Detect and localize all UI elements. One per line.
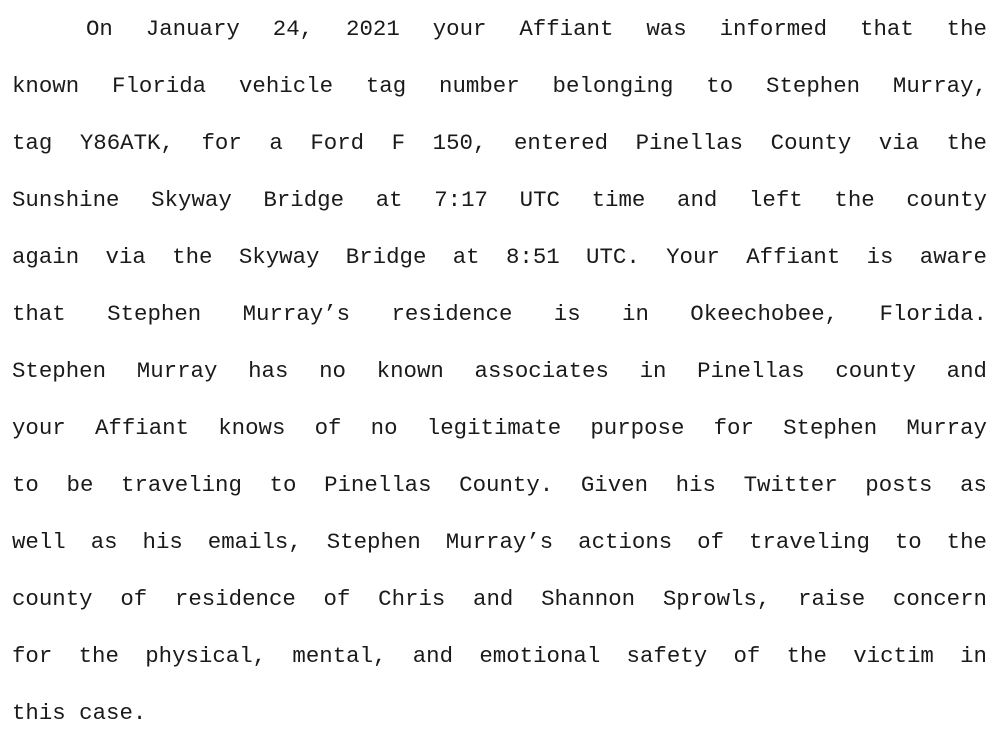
paragraph-line: that Stephen Murray’s residence is in Okeechobee, Florida. xyxy=(12,301,987,327)
paragraph-line: again via the Skyway Bridge at 8:51 UTC. Your Affiant is aware xyxy=(12,244,987,270)
paragraph-line: tag Y86ATK, for a Ford F 150, entered Pinellas County via the xyxy=(12,130,987,156)
paragraph-line: to be traveling to Pinellas County. Given his Twitter posts as xyxy=(12,472,987,498)
paragraph-line: your Affiant knows of no legitimate purpose for Stephen Murray xyxy=(12,415,987,441)
paragraph-line: this case. xyxy=(12,700,147,726)
paragraph-line: known Florida vehicle tag number belonging to Stephen Murray, xyxy=(12,73,987,99)
paragraph-line: Sunshine Skyway Bridge at 7:17 UTC time and left the county xyxy=(12,187,987,213)
paragraph-line: well as his emails, Stephen Murray’s actions of traveling to the xyxy=(12,529,987,555)
paragraph-line: Stephen Murray has no known associates in Pinellas county and xyxy=(12,358,987,384)
paragraph-line: On January 24, 2021 your Affiant was informed that the xyxy=(86,16,987,42)
paragraph-line: county of residence of Chris and Shannon Sprowls, raise concern xyxy=(12,586,987,612)
paragraph-line: for the physical, mental, and emotional safety of the victim in xyxy=(12,643,987,669)
